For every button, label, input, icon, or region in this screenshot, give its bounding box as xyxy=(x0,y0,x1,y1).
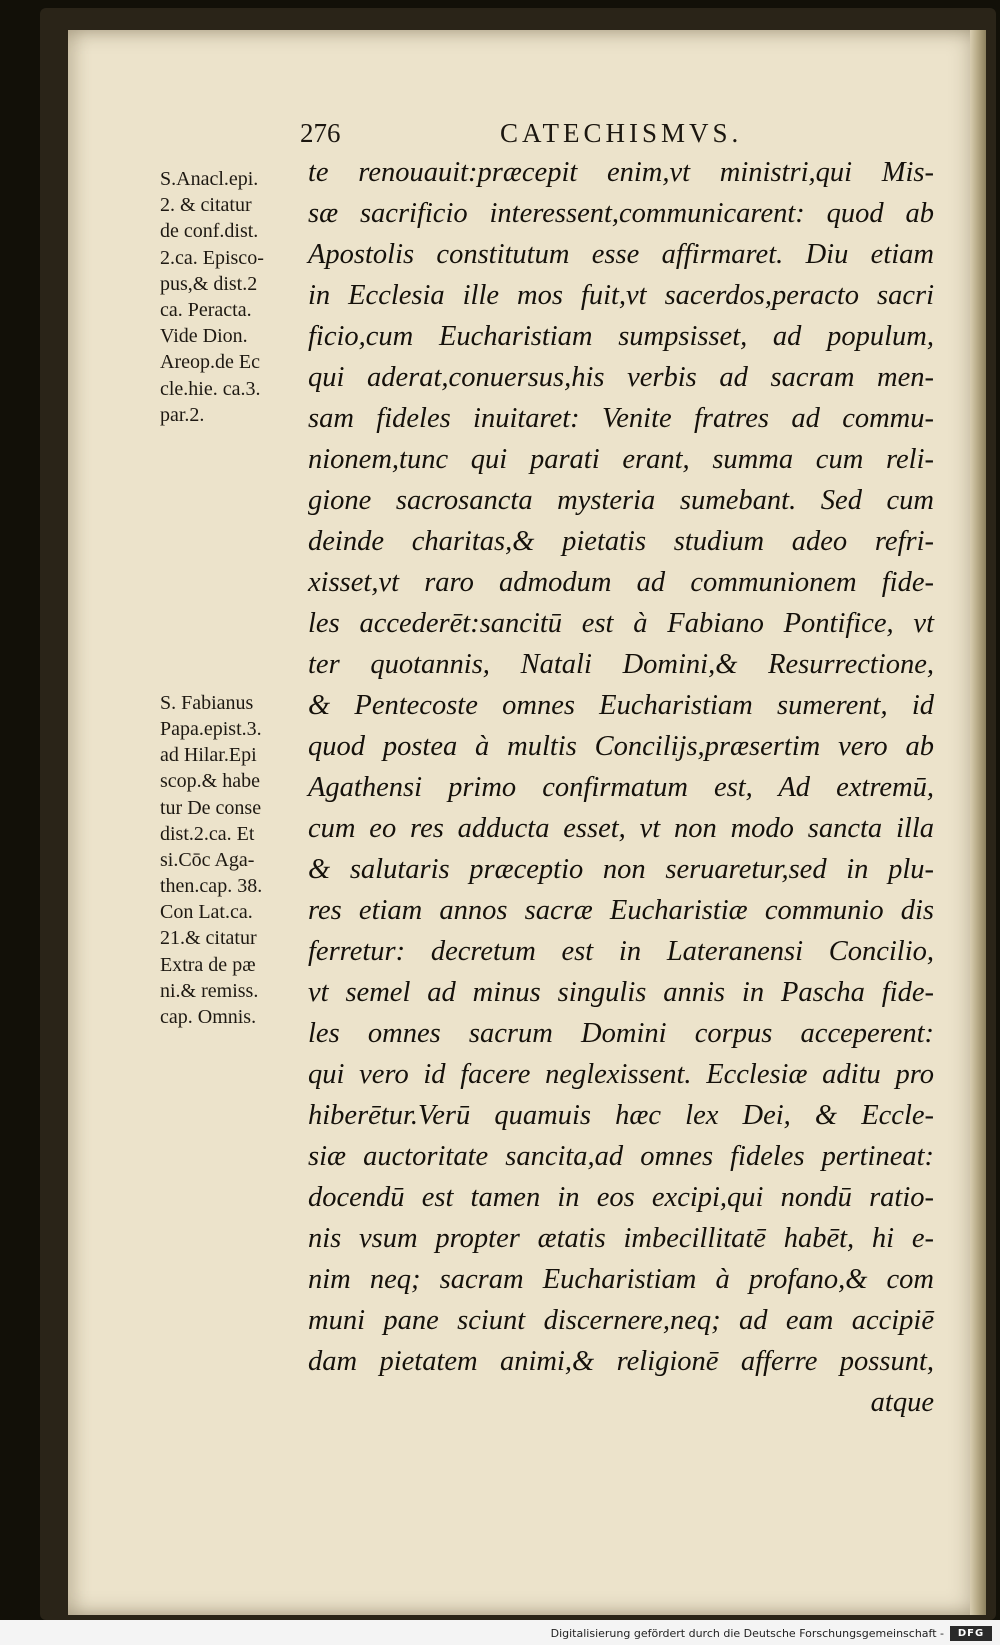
body-text-line: les accederēt:sancitū est à Fabiano Pontifice, vt xyxy=(308,608,934,639)
footer-bar xyxy=(0,1620,1000,1645)
margin-note-line: 2.ca. Episco- xyxy=(160,246,264,269)
margin-note-line: cle.hie. ca.3. xyxy=(160,377,261,400)
body-text-line: qui vero id facere neglexissent. Ecclesiæ aditu pro xyxy=(308,1059,934,1090)
margin-note-line: dist.2.ca. Et xyxy=(160,822,255,845)
margin-note-line xyxy=(160,664,310,690)
body-text-line: dam pietatem animi,& religionē afferre possunt, xyxy=(308,1346,934,1377)
dfg-logo: DFG xyxy=(950,1626,992,1641)
body-text-line: les omnes sacrum Domini corpus acceperent: xyxy=(308,1018,934,1049)
margin-note-line xyxy=(160,428,310,454)
margin-note-line: Vide Dion. xyxy=(160,325,248,348)
margin-note-line: pus,& dist.2 xyxy=(160,272,258,295)
page-edge xyxy=(970,30,986,1615)
body-text-line: & Pentecoste omnes Eucharistiam sumerent, id xyxy=(308,690,934,721)
margin-note-line: ni.& remiss. xyxy=(160,979,259,1002)
margin-note-line: Papa.epist.3. xyxy=(160,717,262,740)
margin-note-line: ca. Peracta. xyxy=(160,298,252,321)
body-text-line: qui aderat,conuersus,his verbis ad sacram men- xyxy=(308,362,934,393)
body-text-line: nim neq; sacram Eucharistiam à profano,& com xyxy=(308,1264,934,1295)
body-text-line: xisset,vt raro admodum ad communionem fide- xyxy=(308,567,934,598)
margin-note-line: 21.& citatur xyxy=(160,927,257,950)
body-text-line: Agathensi primo confirmatum est, Ad extremū, xyxy=(308,772,934,803)
body-text-line: docendū est tamen in eos excipi,qui nondū ratio- xyxy=(308,1182,934,1213)
running-title: CATECHISMVS. xyxy=(500,118,743,148)
margin-note-line: 2. & citatur xyxy=(160,194,252,217)
body-text-line: atque xyxy=(870,1387,934,1418)
margin-note-line: S.Anacl.epi. xyxy=(160,168,259,190)
margin-note-line xyxy=(160,585,310,611)
body-text-line: nionem,tunc qui parati erant, summa cum reli- xyxy=(308,444,934,475)
margin-note-line: tur De conse xyxy=(160,796,262,819)
body-text-line: vt semel ad minus singulis annis in Pascha fide- xyxy=(308,977,934,1008)
margin-note-line xyxy=(160,506,310,532)
body-text-line: in Ecclesia ille mos fuit,vt sacerdos,peracto sacri xyxy=(308,280,934,311)
margin-note-line: S. Fabianus xyxy=(160,691,254,714)
body-text-line: siæ auctoritate sancita,ad omnes fideles pertineat: xyxy=(308,1141,934,1172)
margin-note-line: cap. Omnis. xyxy=(160,1006,257,1028)
body-text-line: gione sacrosancta mysteria sumebant. Sed cum xyxy=(308,485,934,516)
margin-note-line: de conf.dist. xyxy=(160,220,259,243)
body-text-line: hiberētur.Verū quamuis hæc lex Dei, & Eccle- xyxy=(308,1100,934,1131)
body-text-line: ter quotannis, Natali Domini,& Resurrectione, xyxy=(308,649,934,680)
margin-note-line: si.Cōc Aga- xyxy=(160,848,255,871)
body-text xyxy=(308,152,934,1423)
margin-note-line: scop.& habe xyxy=(160,770,260,793)
body-text-line: muni pane sciunt discernere,neq; ad eam accipiē xyxy=(308,1305,934,1336)
body-text-line: cum eo res adducta esset, vt non modo sancta illa xyxy=(308,813,934,844)
margin-note-line xyxy=(160,533,310,559)
body-text-line: res etiam annos sacræ Eucharistiæ communio dis xyxy=(308,895,934,926)
body-text-line: sam fideles inuitaret: Venite fratres ad commu- xyxy=(308,403,934,434)
body-text-line: Apostolis constitutum esse affirmaret. Diu etiam xyxy=(308,239,934,270)
body-text-line: deinde charitas,& pietatis studium adeo refri- xyxy=(308,526,934,557)
margin-note-line: Con Lat.ca. xyxy=(160,901,253,924)
body-text-line: nis vsum propter ætatis imbecillitatē habēt, hi e- xyxy=(308,1223,934,1254)
margin-note-line: Areop.de Ec xyxy=(160,351,260,374)
margin-note-line: ad Hilar.Epi xyxy=(160,744,257,767)
page-number: 276 xyxy=(300,118,341,148)
margin-note-line: par.2. xyxy=(160,403,205,426)
body-text-line: quod postea à multis Concilijs,præsertim vero ab xyxy=(308,731,934,762)
margin-note-line: Extra de pæ xyxy=(160,953,256,976)
margin-note-line xyxy=(160,637,310,663)
margin-notes xyxy=(160,166,310,1030)
margin-note-line: then.cap. 38. xyxy=(160,875,263,898)
body-text-line: ferretur: decretum est in Lateranensi Concilio, xyxy=(308,936,934,967)
digitization-credit: Digitalisierung gefördert durch die Deutsche Forschungsgemeinschaft - xyxy=(550,1627,944,1640)
margin-note-line xyxy=(160,480,310,506)
body-text-line: & salutaris præceptio non seruaretur,sed in plu- xyxy=(308,854,934,885)
body-text-line: sæ sacrificio interessent,communicarent: quod ab xyxy=(308,198,934,229)
body-text-line: te renouauit:præcepit enim,vt ministri,qui Mis- xyxy=(308,157,934,188)
margin-note-line xyxy=(160,454,310,480)
margin-note-line xyxy=(160,559,310,585)
body-text-line: ficio,cum Eucharistiam sumpsisset, ad populum, xyxy=(308,321,934,352)
margin-note-line xyxy=(160,611,310,637)
